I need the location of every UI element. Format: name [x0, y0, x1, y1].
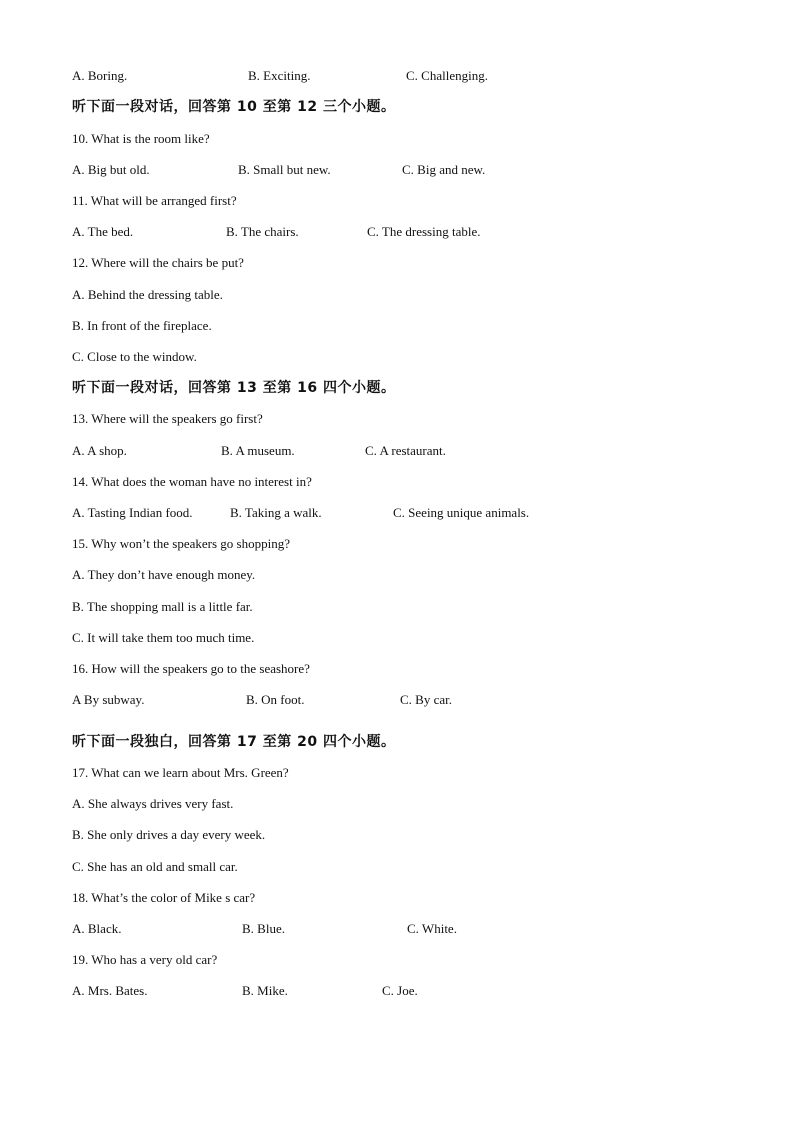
q9-option-b: B. Exciting. — [248, 68, 311, 83]
q18-option-a: A. Black. — [72, 921, 122, 936]
q15-option-a: A. They don’t have enough money. — [72, 567, 256, 582]
q14-option-a: A. Tasting Indian food. — [72, 505, 193, 520]
q12-option-c: C. Close to the window. — [72, 349, 197, 364]
q17-option-a: A. She always drives very fast. — [72, 796, 234, 811]
q12-option-b: B. In front of the fireplace. — [72, 318, 212, 333]
q19-question: 19. Who has a very old car? — [72, 952, 218, 967]
q9-option-c: C. Challenging. — [406, 68, 488, 83]
q11-option-b: B. The chairs. — [226, 224, 299, 239]
q10-option-c: C. Big and new. — [402, 162, 486, 177]
q13-option-c: C. A restaurant. — [365, 443, 446, 458]
q14-question: 14. What does the woman have no interest in? — [72, 474, 312, 489]
q19-option-c: C. Joe. — [382, 983, 418, 998]
q9-option-a: A. Boring. — [72, 68, 128, 83]
q17-option-b: B. She only drives a day every week. — [72, 827, 266, 842]
section-heading-10-12: 听下面一段对话，回答第 10 至第 12 三个小题。 — [72, 99, 396, 115]
q15-option-c: C. It will take them too much time. — [72, 630, 255, 645]
q10-option-b: B. Small but new. — [238, 162, 331, 177]
q10-question: 10. What is the room like? — [72, 131, 210, 146]
q18-option-c: C. White. — [407, 921, 457, 936]
q13-option-a: A. A shop. — [72, 443, 127, 458]
q11-option-c: C. The dressing table. — [367, 224, 481, 239]
q16-option-a: A By subway. — [72, 692, 145, 707]
section-heading-13-16: 听下面一段对话，回答第 13 至第 16 四个小题。 — [72, 380, 396, 396]
q10-option-a: A. Big but old. — [72, 162, 150, 177]
q15-question: 15. Why won’t the speakers go shopping? — [72, 536, 290, 551]
q12-option-a: A. Behind the dressing table. — [72, 287, 223, 302]
q19-option-a: A. Mrs. Bates. — [72, 983, 148, 998]
q11-option-a: A. The bed. — [72, 224, 134, 239]
q17-option-c: C. She has an old and small car. — [72, 859, 238, 874]
q18-option-b: B. Blue. — [242, 921, 285, 936]
q11-question: 11. What will be arranged first? — [72, 193, 237, 208]
q12-question: 12. Where will the chairs be put? — [72, 255, 244, 270]
q16-option-c: C. By car. — [400, 692, 452, 707]
q16-question: 16. How will the speakers go to the seashore? — [72, 661, 310, 676]
q18-question: 18. What’s the color of Mike s car? — [72, 890, 256, 905]
q13-question: 13. Where will the speakers go first? — [72, 411, 263, 426]
q13-option-b: B. A museum. — [221, 443, 295, 458]
section-heading-17-20: 听下面一段独白，回答第 17 至第 20 四个小题。 — [72, 734, 396, 750]
q15-option-b: B. The shopping mall is a little far. — [72, 599, 253, 614]
q19-option-b: B. Mike. — [242, 983, 288, 998]
q16-option-b: B. On foot. — [246, 692, 305, 707]
q14-option-c: C. Seeing unique animals. — [393, 505, 530, 520]
q14-option-b: B. Taking a walk. — [230, 505, 322, 520]
q17-question: 17. What can we learn about Mrs. Green? — [72, 765, 289, 780]
